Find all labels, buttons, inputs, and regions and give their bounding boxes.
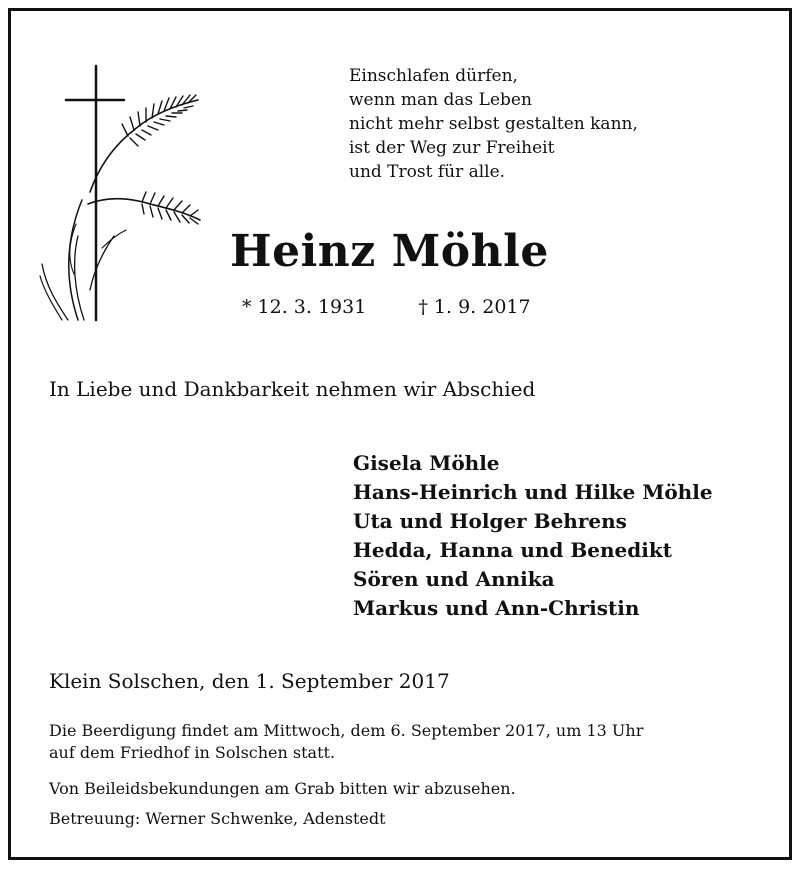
mourner-name: Markus und Ann-Christin [353,596,640,620]
mourners-list [353,449,713,623]
mourner-name: Gisela Möhle [353,451,500,475]
birth-date: * 12. 3. 1931 [242,296,367,318]
funeral-line: auf dem Friedhof in Solschen statt. [49,743,336,762]
poem-line: und Trost für alle. [349,162,506,182]
mourner-name: Hans-Heinrich und Hilke Möhle [353,480,713,504]
deceased-name: Heinz Möhle [230,226,549,277]
death-date: † 1. 9. 2017 [418,296,531,318]
poem-line: ist der Weg zur Freiheit [349,138,555,158]
condolence-notice: Von Beileidsbekundungen am Grab bitten wir abzusehen. [49,779,516,798]
farewell-text: In Liebe und Dankbarkeit nehmen wir Abschied [49,377,536,401]
funeral-notice [49,720,643,764]
poem-line: nicht mehr selbst gestalten kann, [349,114,638,134]
mourner-name: Sören und Annika [353,567,555,591]
funeral-line: Die Beerdigung findet am Mittwoch, dem 6. September 2017, um 13 Uhr [49,721,644,740]
poem-line: Einschlafen dürfen, [349,66,518,86]
cross-with-wheat-icon [38,64,206,326]
funeral-service-credit: Betreuung: Werner Schwenke, Adenstedt [49,809,386,828]
poem-line: wenn man das Leben [349,90,532,110]
life-dates [242,296,531,318]
place-and-date: Klein Solschen, den 1. September 2017 [49,669,450,693]
poem [349,64,638,184]
mourner-name: Uta und Holger Behrens [353,509,627,533]
mourner-name: Hedda, Hanna und Benedikt [353,538,672,562]
